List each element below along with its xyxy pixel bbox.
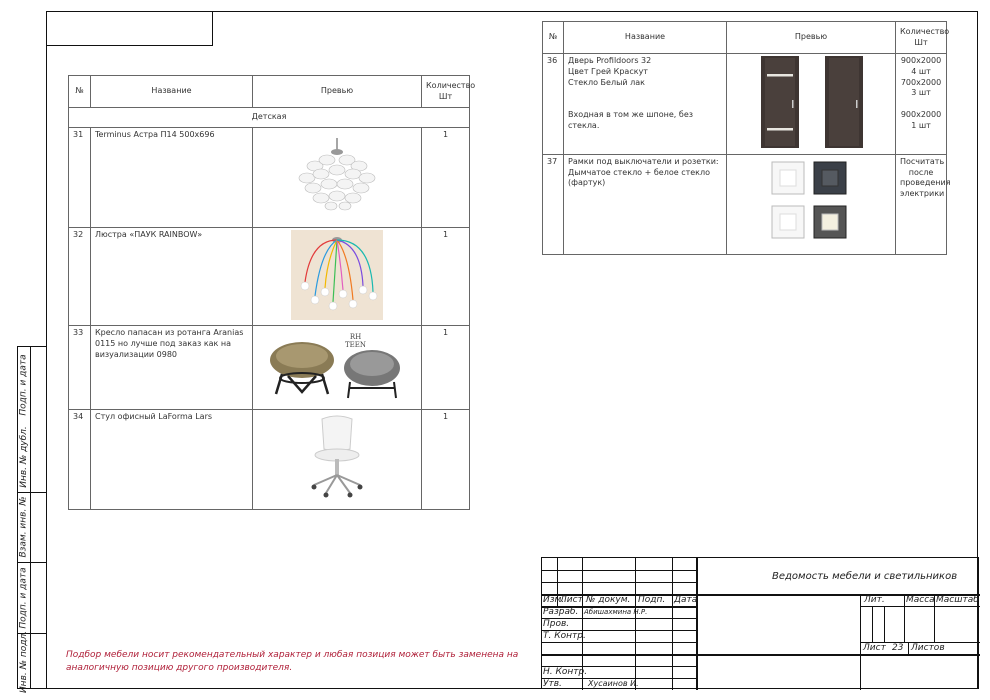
- table-row: [69, 128, 470, 228]
- rh-teen-logo: RH TEEN: [345, 333, 367, 349]
- corner-stamp: [46, 11, 213, 46]
- role-norm-control: Н. Контр.: [543, 667, 588, 677]
- approver-name: Хусаинов И.: [588, 679, 639, 688]
- row-qty: 1: [422, 326, 470, 410]
- sheet-number: 23: [892, 643, 904, 653]
- col-header-preview: Превью: [727, 22, 896, 54]
- doors-image: [727, 54, 896, 155]
- table-row: [69, 326, 470, 410]
- row-name: Рамки под выключатели и розетки: Дымчатое стекло + белое стекло (фартук): [564, 154, 727, 254]
- role-approved: Утв.: [543, 679, 562, 689]
- furniture-table-right: [542, 21, 951, 255]
- col-date: Дата: [674, 595, 698, 605]
- side-label-inv: Инв. № подл.: [19, 630, 29, 693]
- table-row: [69, 410, 470, 510]
- table-row: [543, 154, 947, 254]
- col-header-num: №: [69, 76, 91, 108]
- row-qty: Посчитать после проведения электрики: [896, 154, 947, 254]
- switch-frames-image: [727, 154, 896, 254]
- row-name: Люстра «ПАУК RAINBOW»: [91, 228, 253, 326]
- table-row: [69, 228, 470, 326]
- col-sign: Подп.: [638, 595, 666, 605]
- office-chair-image: [253, 410, 422, 510]
- side-label-replace: Взам. инв. №: [19, 496, 30, 558]
- table-row: [543, 54, 947, 155]
- col-header-name: Название: [564, 22, 727, 54]
- row-num: 33: [69, 326, 91, 410]
- chandelier-image: [253, 128, 422, 228]
- section-header: Детская: [69, 108, 470, 128]
- document-title: Ведомость мебели и светильников: [772, 571, 958, 582]
- lit-label: Лит.: [864, 595, 885, 605]
- side-label-dup: Инв. № дубл.: [19, 426, 30, 488]
- col-header-preview: Превью: [253, 76, 422, 108]
- side-label-sign-date-2: Подп. и дата: [19, 353, 29, 416]
- developer-name: Абишахмина Н.Р.: [584, 608, 648, 616]
- role-tech-control: Т. Контр.: [543, 631, 586, 641]
- row-qty: 900х2000 4 шт 700х2000 3 шт 900х2000 1 шт: [896, 54, 947, 155]
- row-name: Кресло папасан из ротанга Aranias 0115 но лучше под заказ как на визуализации 0980: [91, 326, 253, 410]
- sheet-label: Лист: [863, 643, 886, 653]
- row-qty: 1: [422, 410, 470, 510]
- row-num: 34: [69, 410, 91, 510]
- side-label-sign-date: Подп. и дата: [19, 566, 29, 629]
- col-header-name: Название: [91, 76, 253, 108]
- scale-label: Масштаб: [936, 595, 979, 605]
- row-num: 37: [543, 154, 564, 254]
- row-name: Стул офисный LaForma Lars: [91, 410, 253, 510]
- col-header-num: №: [543, 22, 564, 54]
- role-checked: Пров.: [543, 619, 570, 629]
- row-qty: 1: [422, 128, 470, 228]
- row-num: 36: [543, 54, 564, 155]
- furniture-table-left: [68, 75, 476, 510]
- col-header-qty: Количество Шт: [422, 76, 470, 108]
- disclaimer-note: Подбор мебели носит рекомендательный характер и любая позиция может быть заменена на аналогичную позицию другого производителя.: [66, 650, 519, 674]
- role-developer: Разраб.: [543, 607, 579, 617]
- col-header-qty: Количество Шт: [896, 22, 947, 54]
- col-doc-num: № докум.: [586, 595, 631, 605]
- col-izm: Изм.: [543, 595, 565, 605]
- papasan-chairs-image: [253, 326, 422, 410]
- col-list: Лист: [560, 595, 583, 605]
- spider-lamp-image: [253, 228, 422, 326]
- row-name: Дверь Profildoors 32 Цвет Грей Краскут Стекло Белый лак Входная в том же шпоне, без стекла.: [564, 54, 727, 155]
- row-num: 32: [69, 228, 91, 326]
- side-stamp: [17, 346, 47, 693]
- row-name: Terminus Астра П14 500х696: [91, 128, 253, 228]
- title-block: [541, 557, 979, 689]
- mass-label: Масса: [906, 595, 935, 605]
- row-num: 31: [69, 128, 91, 228]
- sheets-label: Листов: [911, 643, 945, 653]
- row-qty: 1: [422, 228, 470, 326]
